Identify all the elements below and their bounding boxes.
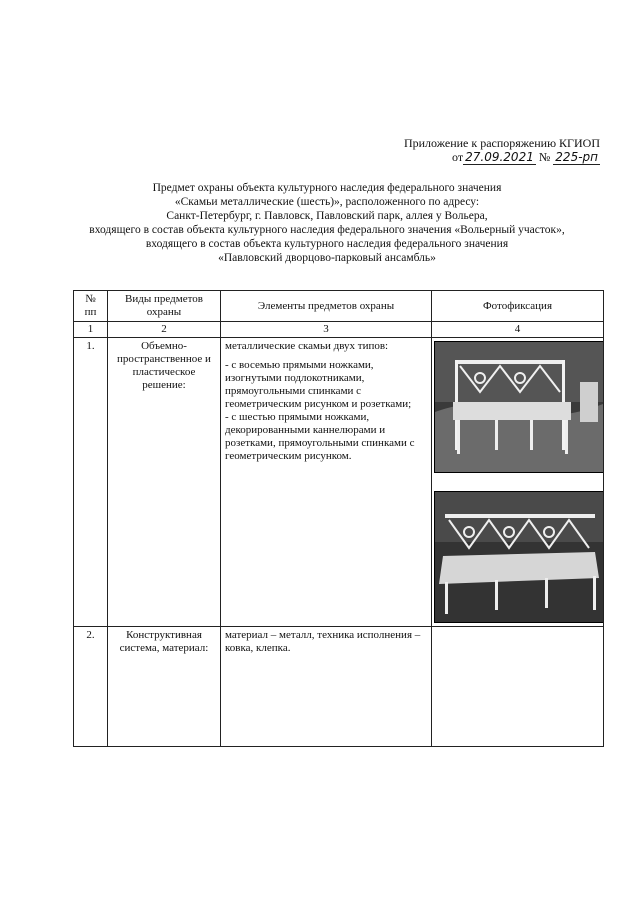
row-elements: материал – металл, техника исполнения – ковка, клепка.: [221, 627, 432, 747]
appendix-date-number: [404, 150, 600, 164]
elements-intro: металлические скамьи двух типов:: [225, 340, 389, 352]
from-label: от: [452, 150, 464, 164]
handwritten-date: 27.09.2021: [465, 150, 534, 164]
row-photos: [432, 338, 604, 627]
number-label: №: [538, 150, 551, 164]
col-number: 3: [221, 322, 432, 338]
col-number: 2: [108, 322, 221, 338]
handwritten-number: 225-рп: [555, 150, 598, 164]
heading-line: «Павловский дворцово-парковый ансамбль»: [218, 252, 436, 264]
col-number: 1: [74, 322, 108, 338]
heading-line: Санкт-Петербург, г. Павловск, Павловский парк, аллея у Вольера,: [166, 210, 488, 222]
table-row: [74, 338, 604, 627]
row-photos-empty: [432, 627, 604, 747]
header-num: № пп: [74, 291, 108, 322]
row-type: Конструктивная система, материал:: [108, 627, 221, 747]
elements-type1: - с восемью прямыми ножками, изогнутыми подлокотниками, прямоугольными спинками с геометрическим рисунком и розетками;: [225, 359, 412, 410]
table-row: [74, 627, 604, 747]
bench-photo-1: [434, 341, 604, 473]
row-num: 2.: [74, 627, 108, 747]
appendix-title: Приложение к распоряжению КГИОП: [403, 136, 600, 150]
appendix-note: [404, 136, 600, 164]
document-heading: [40, 181, 614, 265]
protection-table: [73, 290, 604, 747]
row-elements: [221, 338, 432, 627]
elements-type2: - с шестью прямыми ножками, декорированными каннелюрами и розетками, прямоугольными спинками с геометрическим рисунком.: [225, 411, 415, 462]
row-type: Объемно-пространственное и пластическое решение:: [108, 338, 221, 627]
header-elements: Элементы предметов охраны: [221, 291, 432, 322]
row-num: 1.: [74, 338, 108, 627]
heading-line: Предмет охраны объекта культурного наследия федерального значения: [152, 182, 502, 194]
heading-line: входящего в состав объекта культурного наследия федерального значения «Вольерный участок»,: [89, 224, 565, 236]
heading-line: входящего в состав объекта культурного наследия федерального значения: [145, 238, 509, 250]
header-type: Виды предметов охраны: [108, 291, 221, 322]
header-photo: Фотофиксация: [432, 291, 604, 322]
bench-photo-2: [434, 491, 604, 623]
col-number: 4: [432, 322, 604, 338]
column-number-row: [74, 322, 604, 338]
heading-line: «Скамьи металлические (шесть)», расположенного по адресу:: [174, 196, 480, 208]
table-header-row: [74, 291, 604, 322]
